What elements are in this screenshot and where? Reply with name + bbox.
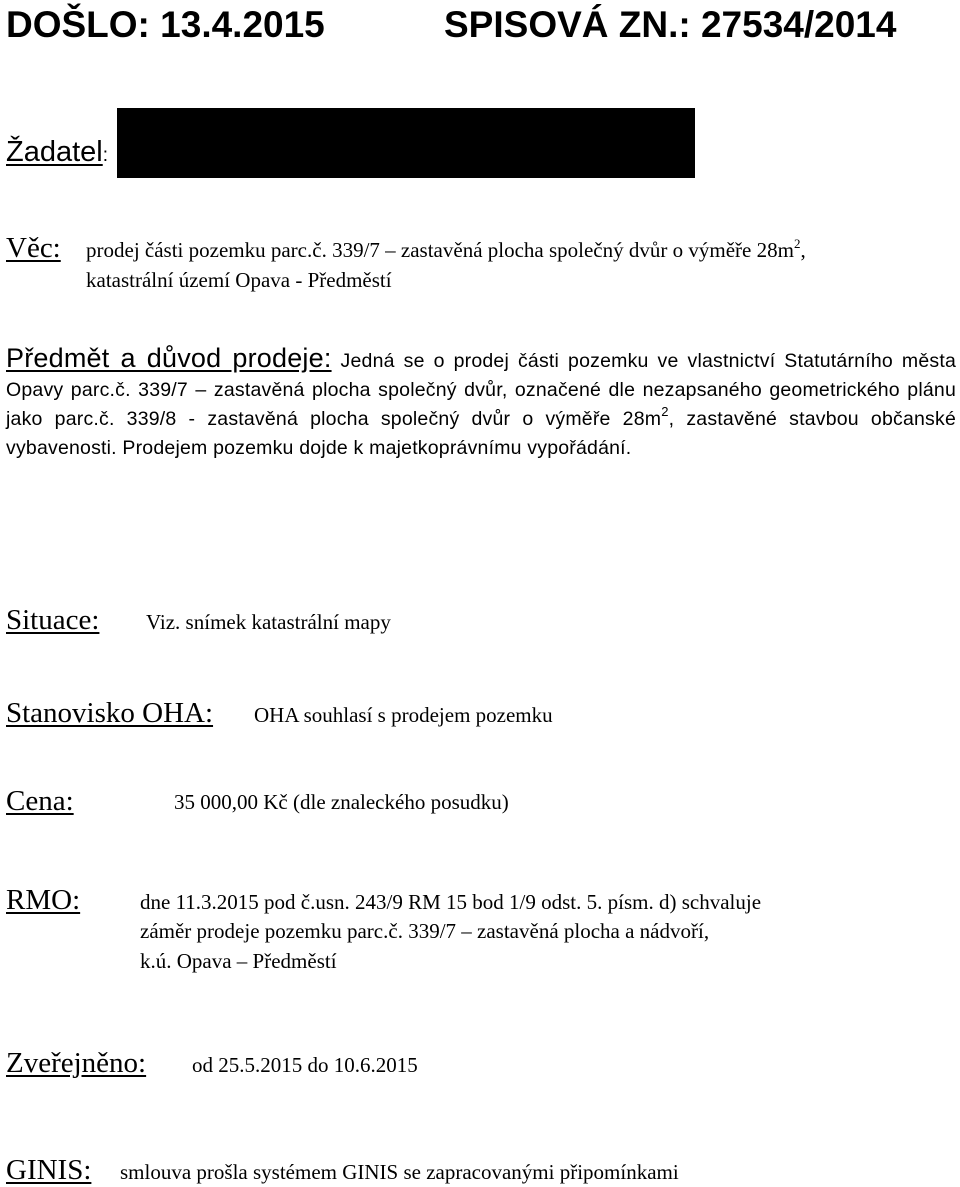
sale-reason-sup: 2 bbox=[661, 404, 669, 419]
published-label: Zveřejněno: bbox=[6, 1047, 147, 1079]
rmo-label: RMO: bbox=[6, 884, 81, 916]
situation-label: Situace: bbox=[6, 604, 100, 636]
price-label: Cena: bbox=[6, 785, 74, 817]
file-reference: SPISOVÁ ZN.: 27534/2014 bbox=[444, 4, 897, 45]
sale-reason-label: Předmět a důvod prodeje: bbox=[6, 343, 332, 373]
redacted-applicant-name bbox=[117, 108, 695, 178]
applicant-label-wrap bbox=[6, 136, 108, 169]
ginis-value: smlouva prošla systémem GINIS se zapracovanými připomínkami bbox=[120, 1160, 679, 1184]
rmo-line-2: záměr prodeje pozemku parc.č. 339/7 – zastavěná plocha a nádvoří, bbox=[140, 919, 710, 943]
subject-line-1: prodej části pozemku parc.č. 339/7 – zastavěná plocha společný dvůr o výměře $28m^2$, bbox=[86, 236, 806, 262]
subject-line-2: katastrální území Opava - Předměstí bbox=[86, 268, 392, 292]
rmo-line-1: dne 11.3.2015 pod č.usn. 243/9 RM 15 bod 1/9 odst. 5. písm. d) schvaluje bbox=[140, 890, 762, 914]
oha-label: Stanovisko OHA: bbox=[6, 697, 214, 729]
rmo-line-3: k.ú. Opava – Předměstí bbox=[140, 949, 337, 973]
sale-reason-text-1: Jedná se o prodej části pozemku ve vlastnictví Statutárního města Opavy parc.č. 339/7 – zastavěná plocha společný dvůr, označené dle nezapsaného geometrického plánu jako parc.č. 339/8 - zastavěná plocha společný dvůr o výměře 28m bbox=[6, 350, 956, 430]
subject-label: Věc: bbox=[6, 232, 61, 264]
received-date: DOŠLO: 13.4.2015 bbox=[6, 4, 325, 45]
applicant-label: Žadatel bbox=[6, 136, 103, 168]
situation-value: Viz. snímek katastrální mapy bbox=[146, 610, 391, 634]
price-value: 35 000,00 Kč (dle znaleckého posudku) bbox=[174, 790, 509, 814]
ginis-label: GINIS: bbox=[6, 1154, 92, 1186]
published-value: od 25.5.2015 do 10.6.2015 bbox=[192, 1053, 418, 1077]
subject-sup: 2 bbox=[793, 236, 801, 251]
oha-value: OHA souhlasí s prodejem pozemku bbox=[254, 703, 553, 727]
sale-reason-paragraph bbox=[6, 344, 956, 463]
applicant-colon: : bbox=[102, 145, 109, 166]
sale-reason-text-2: , zastavěné stavbou občanské vybavenosti. Prodejem pozemku dojde k majetkoprávnímu vypořádání. bbox=[6, 408, 956, 459]
